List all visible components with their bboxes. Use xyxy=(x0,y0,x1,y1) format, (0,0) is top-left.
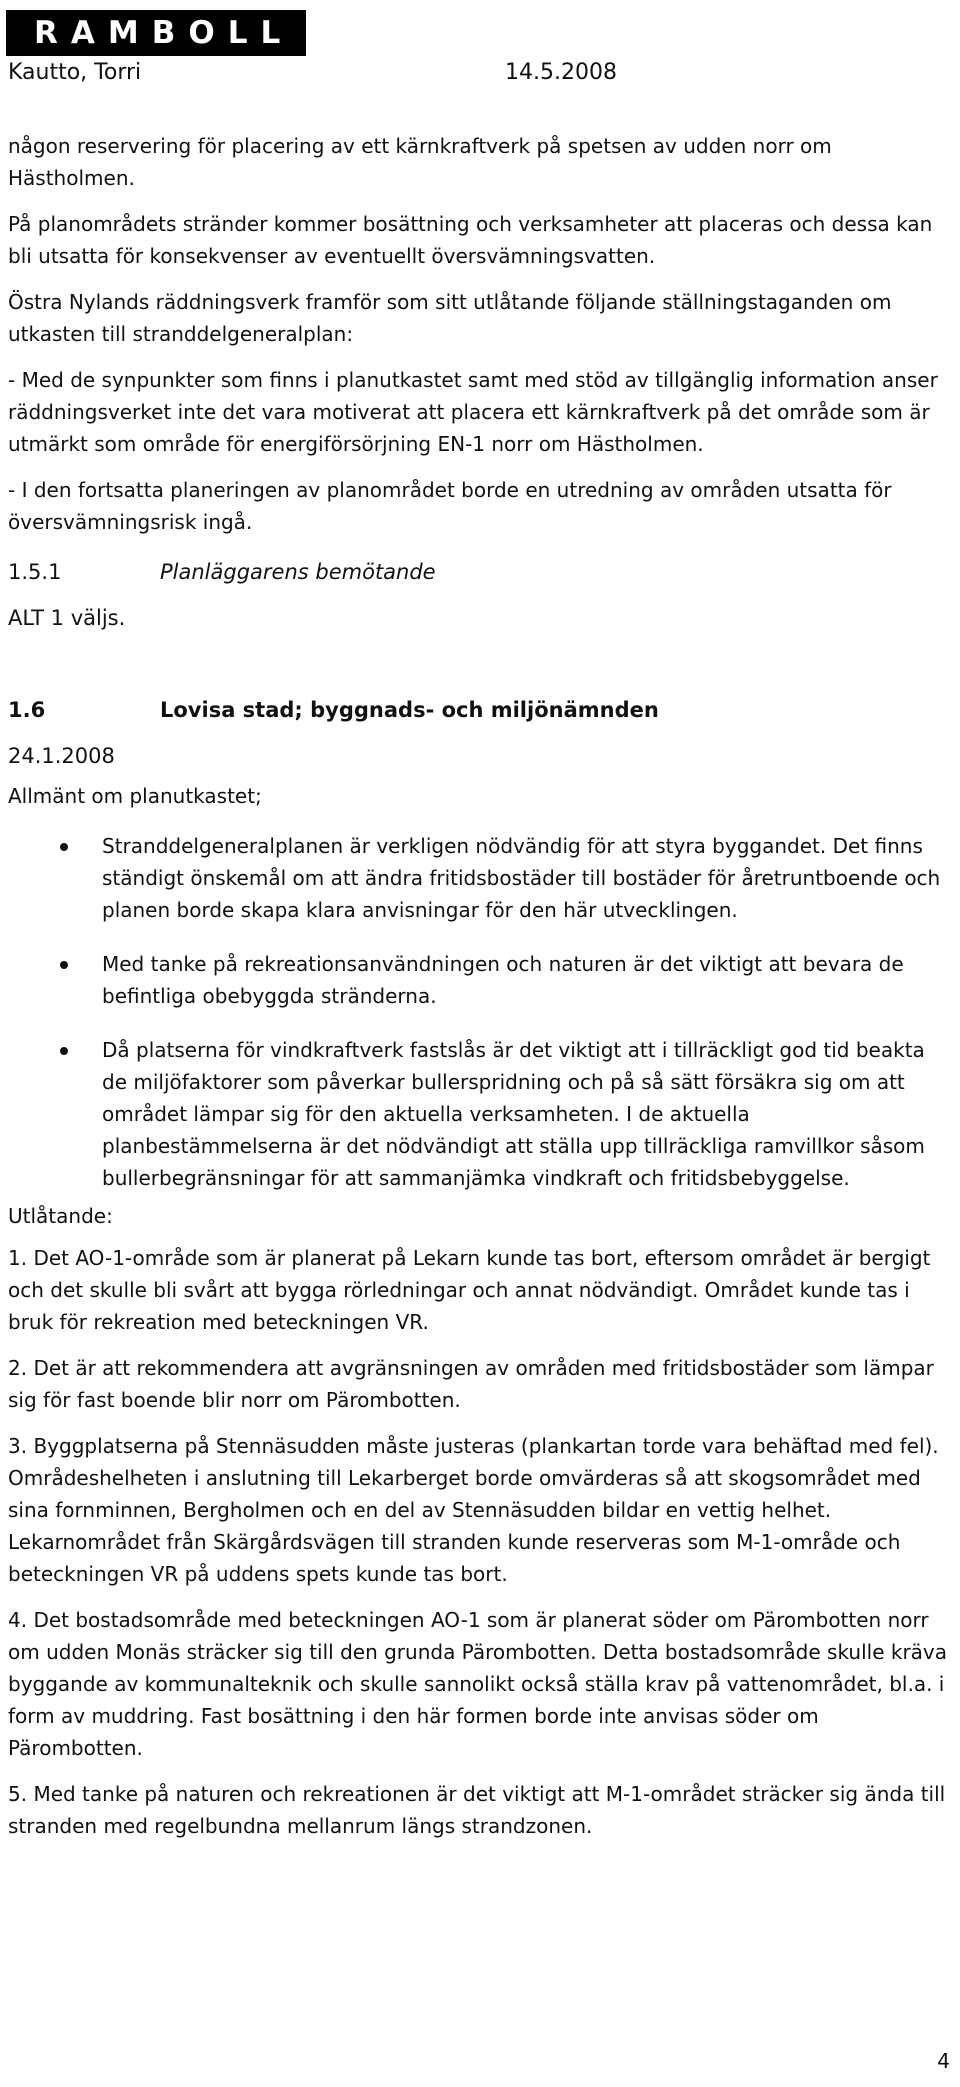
bullet-icon xyxy=(60,1047,68,1055)
section-date: 24.1.2008 xyxy=(8,744,115,768)
numbered-item: 5. Med tanke på naturen och rekreationen är det viktigt att M-1-området sträcker sig ända till stranden med regelbundna mellanrum längs strandzonen. xyxy=(8,1782,946,1838)
section-heading-1-6 xyxy=(8,694,948,726)
numbered-item: 1. Det AO-1-område som är planerat på Lekarn kunde tas bort, eftersom området är bergigt och det skulle bli svårt att bygga rörledningar och annat nödvändigt. Området kunde tas i bruk för rekreation med beteckningen VR. xyxy=(8,1246,931,1334)
bullet-icon xyxy=(60,961,68,969)
numbered-item: 2. Det är att rekommendera att avgränsningen av områden med fritidsbostäder som lämpar sig för fast boende blir norr om Pärombotten. xyxy=(8,1356,934,1412)
list-item xyxy=(8,1034,948,1194)
bullet-icon xyxy=(60,843,68,851)
list-item xyxy=(8,830,948,926)
ramboll-logo: RAMBOLL xyxy=(6,10,306,56)
paragraph: På planområdets stränder kommer bosättning och verksamheter att placeras och dessa kan bli utsatta för konsekvenser av eventuellt översvämningsvatten. xyxy=(8,212,933,268)
numbered-item: 3. Byggplatserna på Stennäsudden måste justeras (plankartan torde vara behäftad med fel). Områdeshelheten i anslutning till Lekarberget borde omvärderas så att skogsområdet med sina fornminnen, Bergholmen och en del av Stennäsudden bildar en vettig helhet. Lekarnområdet från Skärgårdsvägen till stranden kunde reserveras som M-1-område och beteckningen VR på uddens spets kunde tas bort. xyxy=(8,1434,939,1586)
list-item-text: Med tanke på rekreationsanvändningen och naturen är det viktigt att bevara de befintliga obebyggda stränderna. xyxy=(102,952,904,1008)
statement-label: Utlåtande: xyxy=(8,1204,113,1228)
section-heading-1-5-1 xyxy=(8,556,948,588)
numbered-item: 4. Det bostadsområde med beteckningen AO-1 som är planerat söder om Pärombotten norr om udden Monäs sträcker sig till den grunda Pärombotten. Detta bostadsområde skulle kräva byggande av kommunalteknik och skulle sannolikt också ställa krav på vattenområdet, bl.a. i form av muddring. Fast bosättning i den här formen borde inte anvisas söder om Pärombotten. xyxy=(8,1608,948,1760)
section-number: 1.5.1 xyxy=(8,560,62,584)
page-number: 4 xyxy=(937,2049,950,2073)
section-title: Planläggarens bemötande xyxy=(160,560,436,584)
paragraph: någon reservering för placering av ett kärnkraftverk på spetsen av udden norr om Hästholmen. xyxy=(8,134,832,190)
header-date: 14.5.2008 xyxy=(505,60,617,85)
paragraph: Östra Nylands räddningsverk framför som sitt utlåtande följande ställningstaganden om utkasten till stranddelgeneralplan: xyxy=(8,290,892,346)
section-number: 1.6 xyxy=(8,698,46,722)
section-title: Lovisa stad; byggnads- och miljönämnden xyxy=(160,698,659,722)
list-item-text: Då platserna för vindkraftverk fastslås är det viktigt att i tillräckligt god tid beakta de miljöfaktorer som påverkar bullerspridning och på så sätt försäkra sig om att området lämpar sig för den aktuella verksamheten. I de aktuella planbestämmelserna är det nödvändigt att ställa upp tillräckliga ramvillkor såsom bullerbegränsningar för att sammanjämka vindkraft och fritidsbebyggelse. xyxy=(102,1038,925,1190)
document-body xyxy=(8,130,948,1856)
paragraph: - I den fortsatta planeringen av planområdet borde en utredning av områden utsatta för översvämningsrisk ingå. xyxy=(8,478,892,534)
list-item xyxy=(8,948,948,1012)
alt-choice: ALT 1 väljs. xyxy=(8,606,126,630)
bullet-list xyxy=(8,830,948,1194)
paragraph: - Med de synpunkter som finns i planutkastet samt med stöd av tillgänglig information anser räddningsverket inte det vara motiverat att placera ett kärnkraftverk på det område som är utmärkt som område för energiförsörjning EN-1 norr om Hästholmen. xyxy=(8,368,938,456)
list-item-text: Stranddelgeneralplanen är verkligen nödvändig för att styra byggandet. Det finns ständigt önskemål om att ändra fritidsbostäder till bostäder för åretruntboende och planen borde skapa klara anvisningar för den här utvecklingen. xyxy=(102,834,941,922)
subheading: Allmänt om planutkastet; xyxy=(8,784,262,808)
header-author: Kautto, Torri xyxy=(8,60,142,85)
